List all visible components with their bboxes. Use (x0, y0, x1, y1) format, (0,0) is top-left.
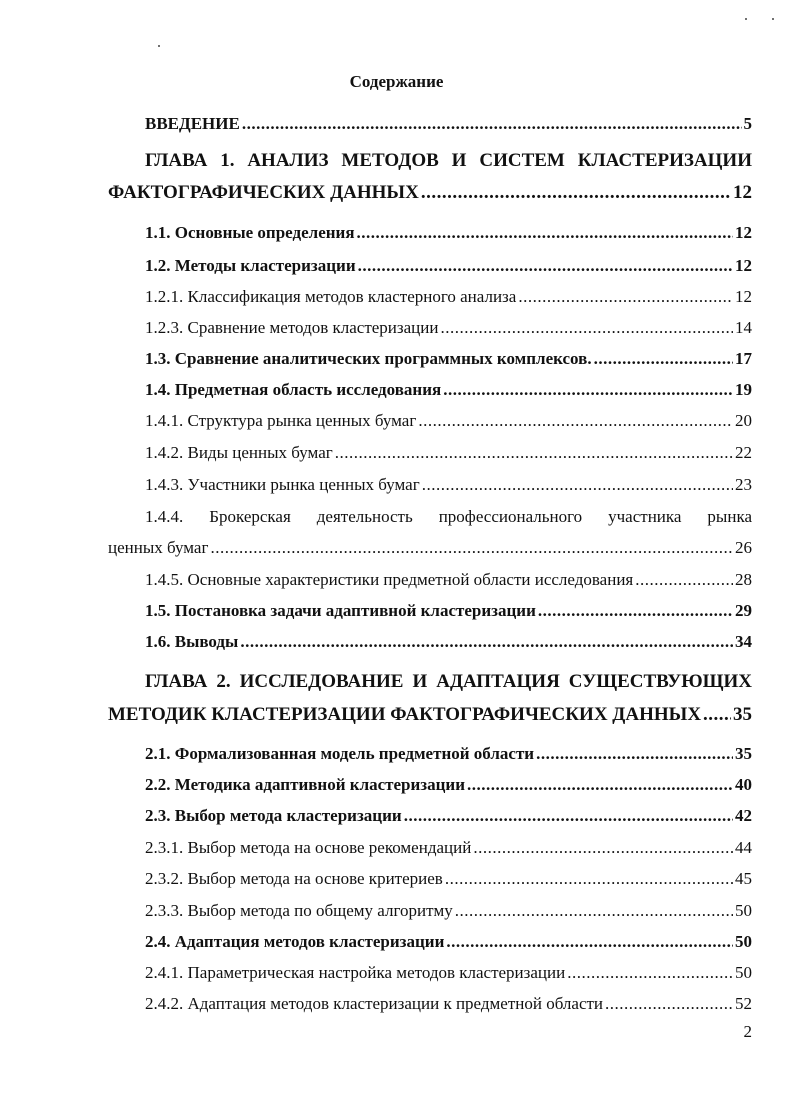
dot-leader (538, 600, 733, 622)
toc-entry-title: 2.2. Методика адаптивной кластеризации (145, 775, 466, 794)
toc-entry-title: 1.4.2. Виды ценных бумаг (145, 443, 333, 462)
toc-entry[interactable] (145, 743, 752, 765)
toc-entry-title: 2.4.1. Параметрическая настройка методов кластеризации (145, 963, 566, 982)
toc-entry-page: 19 (735, 380, 752, 399)
toc-entry-title: 1.2. Методы кластеризации (145, 256, 356, 275)
toc-entry-title: 1.4. Предметная область исследования (145, 380, 442, 399)
toc-entry-page: 12 (735, 223, 752, 242)
dot-leader (335, 442, 733, 464)
toc-entry[interactable] (108, 704, 752, 726)
toc-entry[interactable] (145, 931, 752, 953)
dot-leader (473, 837, 733, 859)
toc-entry[interactable] (145, 222, 752, 244)
dot-leader (210, 537, 733, 559)
toc-entry[interactable] (145, 993, 752, 1015)
toc-entry-title: 2.4. Адаптация методов кластеризации (145, 932, 445, 951)
dot-leader (445, 868, 733, 890)
toc-entry[interactable] (145, 774, 752, 796)
toc-entry[interactable] (145, 113, 752, 135)
scan-speck (158, 45, 160, 47)
dot-leader (594, 348, 733, 370)
toc-entry-title: 2.3.2. Выбор метода на основе критериев (145, 869, 443, 888)
toc-entry[interactable] (145, 474, 752, 496)
toc-entry-title: ФАКТОГРАФИЧЕСКИХ ДАННЫХ (108, 182, 419, 203)
toc-entry-page: 20 (735, 411, 752, 430)
toc-entry[interactable] (145, 286, 752, 308)
dot-leader (567, 962, 733, 984)
toc-entry-title: 1.4.3. Участники рынка ценных бумаг (145, 475, 420, 494)
dot-leader (455, 900, 733, 922)
toc-entry-title: 1.5. Постановка задачи адаптивной кластеризации (145, 601, 536, 620)
toc-entry-page: 35 (733, 704, 752, 725)
toc-entry-title: 1.4.1. Структура рынка ценных бумаг (145, 411, 417, 430)
toc-entry-title: 1.3. Сравнение аналитических программных комплексов. (145, 349, 592, 368)
dot-leader (703, 704, 731, 726)
toc-entry[interactable] (145, 631, 752, 653)
dot-leader (422, 474, 733, 496)
toc-entry-title: ценных бумаг (108, 538, 209, 557)
toc-entry[interactable] (145, 410, 752, 432)
toc-entry-title: ВВЕДЕНИЕ (145, 114, 240, 133)
dot-leader (446, 931, 733, 953)
toc-entry-page: 12 (735, 256, 752, 275)
toc-entry-title: 2.3.1. Выбор метода на основе рекомендаций (145, 838, 472, 857)
toc-entry[interactable] (145, 379, 752, 401)
toc-entry[interactable] (145, 255, 752, 277)
toc-entry-page: 17 (735, 349, 752, 368)
scan-speck (772, 18, 774, 20)
toc-entry[interactable] (145, 900, 752, 922)
toc-entry-page: 14 (735, 318, 752, 337)
dot-leader (357, 222, 733, 244)
toc-entry-title: 1.1. Основные определения (145, 223, 355, 242)
dot-leader (467, 774, 733, 796)
toc-entry-title: 1.4.5. Основные характеристики предметной области исследования (145, 570, 634, 589)
toc-entry[interactable] (145, 442, 752, 464)
dot-leader (443, 379, 733, 401)
toc-entry-page: 50 (735, 901, 752, 920)
dot-leader (635, 569, 733, 591)
toc-entry-page: 52 (735, 994, 752, 1013)
dot-leader (421, 182, 731, 204)
toc-entry-page: 22 (735, 443, 752, 462)
page-number: 2 (743, 1022, 752, 1041)
toc-entry-page: 42 (735, 806, 752, 825)
scan-speck (745, 18, 747, 20)
toc-entry-page: 26 (735, 538, 752, 557)
dot-leader (240, 631, 733, 653)
toc-entry[interactable] (145, 600, 752, 622)
toc-entry-title: 2.3.3. Выбор метода по общему алгоритму (145, 901, 453, 920)
toc-entry-page: 50 (735, 963, 752, 982)
toc-entry[interactable] (145, 317, 752, 339)
toc-entry-page: 28 (735, 570, 752, 589)
toc-entry[interactable] (145, 868, 752, 890)
dot-leader (358, 255, 733, 277)
toc-entry-page: 45 (735, 869, 752, 888)
toc-entry-title: 1.6. Выводы (145, 632, 239, 651)
toc-entry-page: 40 (735, 775, 752, 794)
dot-leader (242, 113, 742, 135)
toc-entry-page: 29 (735, 601, 752, 620)
toc-entry-page: 12 (735, 287, 752, 306)
toc-entry-first-line: ГЛАВА 2. ИССЛЕДОВАНИЕ И АДАПТАЦИЯ СУЩЕСТВУЮЩИХ (145, 671, 752, 692)
toc-entry-first-line: ГЛАВА 1. АНАЛИЗ МЕТОДОВ И СИСТЕМ КЛАСТЕРИЗАЦИИ (145, 150, 752, 171)
dot-leader (418, 410, 733, 432)
toc-entry[interactable] (108, 537, 752, 559)
toc-entry-page: 12 (733, 182, 752, 203)
toc-entry-title: 2.4.2. Адаптация методов кластеризации к предметной области (145, 994, 604, 1013)
toc-title: Содержание (349, 72, 444, 91)
toc-entry[interactable] (108, 182, 752, 204)
toc-entry[interactable] (145, 837, 752, 859)
toc-entry-page: 44 (735, 838, 752, 857)
toc-entry-title: 2.3. Выбор метода кластеризации (145, 806, 402, 825)
toc-entry-page: 5 (743, 114, 752, 133)
dot-leader (605, 993, 733, 1015)
toc-entry-page: 35 (735, 744, 752, 763)
toc-entry[interactable] (145, 962, 752, 984)
dot-leader (518, 286, 733, 308)
toc-entry[interactable] (145, 348, 752, 370)
toc-entry[interactable] (145, 569, 752, 591)
toc-entry-title: 1.2.3. Сравнение методов кластеризации (145, 318, 439, 337)
dot-leader (404, 805, 733, 827)
toc-entry-page: 23 (735, 475, 752, 494)
toc-entry-page: 50 (735, 932, 752, 951)
dot-leader (440, 317, 733, 339)
dot-leader (536, 743, 733, 765)
toc-entry-title: МЕТОДИК КЛАСТЕРИЗАЦИИ ФАКТОГРАФИЧЕСКИХ ДАННЫХ (108, 704, 702, 725)
toc-entry-page: 34 (735, 632, 752, 651)
toc-entry-title: 1.2.1. Классификация методов кластерного анализа (145, 287, 517, 306)
toc-entry-title: 2.1. Формализованная модель предметной области (145, 744, 535, 763)
toc-entry-first-line: 1.4.4. Брокерская деятельность профессионального участника рынка (145, 507, 752, 526)
toc-entry[interactable] (145, 805, 752, 827)
